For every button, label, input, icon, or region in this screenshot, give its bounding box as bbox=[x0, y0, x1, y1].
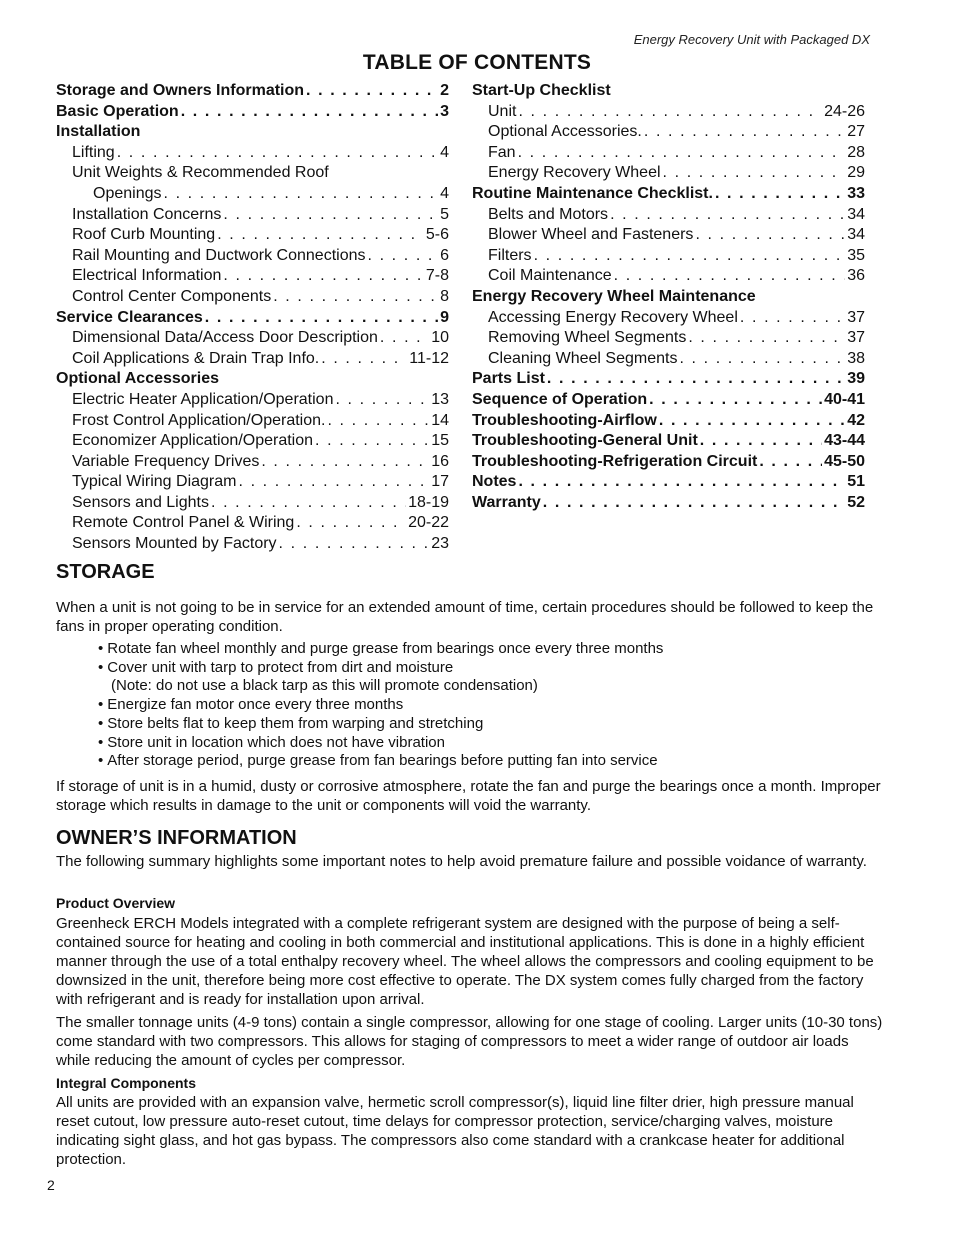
toc-entry bbox=[56, 390, 449, 411]
list-item: • Rotate fan wheel monthly and purge grease from bearings once every three months bbox=[98, 640, 664, 657]
toc-leader-dots bbox=[518, 472, 845, 493]
list-item: • After storage period, purge grease from fan bearings before putting fan into service bbox=[98, 752, 658, 770]
toc-entry-page: 9 bbox=[440, 308, 449, 326]
toc-leader-dots bbox=[296, 513, 406, 534]
toc-entry-page: 34 bbox=[847, 226, 865, 244]
toc-entry bbox=[472, 390, 865, 411]
toc-entry-label: Installation Concerns bbox=[72, 205, 222, 223]
toc-entry-page: 40-41 bbox=[824, 390, 865, 408]
toc-leader-dots bbox=[223, 205, 438, 226]
toc-entry bbox=[472, 493, 865, 514]
toc-entry-page: 45-50 bbox=[824, 452, 865, 470]
toc-leader-dots bbox=[380, 328, 429, 349]
toc-leader-dots bbox=[534, 246, 846, 267]
toc-leader-dots bbox=[117, 143, 438, 164]
toc-entry bbox=[472, 205, 865, 226]
toc-entry-page: 16 bbox=[431, 452, 449, 470]
toc-right-column bbox=[472, 81, 865, 513]
toc-entry-label: Lifting bbox=[72, 143, 115, 161]
toc-entry bbox=[472, 102, 865, 123]
toc-entry-label: Remote Control Panel & Wiring bbox=[72, 514, 295, 532]
toc-leader-dots bbox=[327, 411, 429, 432]
toc-entry-page: 28 bbox=[847, 143, 865, 161]
toc-entry bbox=[472, 184, 865, 205]
tarp-note: (Note: do not use a black tarp as this will promote condensation) bbox=[111, 677, 538, 695]
toc-entry-label: Electric Heater Application/Operation bbox=[72, 390, 334, 408]
toc-entry bbox=[472, 163, 865, 184]
toc-entry-label: Warranty bbox=[472, 493, 541, 511]
toc-title: TABLE OF CONTENTS bbox=[362, 51, 592, 74]
toc-entry-label: Start-Up Checklist bbox=[472, 82, 611, 99]
toc-entry-page: 52 bbox=[847, 493, 865, 511]
toc-entry-page: 8 bbox=[440, 287, 449, 305]
toc-entry bbox=[56, 225, 449, 246]
toc-entry-label: Unit bbox=[488, 102, 517, 120]
toc-entry-label: Energy Recovery Wheel bbox=[488, 164, 661, 182]
toc-entry-page: 13 bbox=[431, 390, 449, 408]
integral-components-p1: All units are provided with an expansion valve, hermetic scroll compressor(s), liquid line filter drier, high pressure manual reset cutout, low pressure auto-reset cutout, time delays for compressor protection, service/charging valves, moisture indicating sight glass, and hot gas bypass. The compressors also come standard with a crankcase heater for additional protection. bbox=[56, 1094, 854, 1168]
toc-left-column bbox=[56, 81, 449, 555]
toc-entry bbox=[472, 122, 865, 143]
toc-entry bbox=[56, 411, 449, 432]
toc-leader-dots bbox=[649, 390, 822, 411]
toc-entry-page: 36 bbox=[847, 267, 865, 285]
toc-entry bbox=[472, 369, 865, 390]
toc-entry-page: 51 bbox=[847, 473, 865, 491]
toc-entry bbox=[56, 143, 449, 164]
toc-leader-dots bbox=[659, 411, 845, 432]
toc-leader-dots bbox=[610, 205, 845, 226]
toc-entry bbox=[472, 246, 865, 267]
toc-leader-dots bbox=[211, 493, 406, 514]
owners-heading: OWNER’S INFORMATION bbox=[56, 827, 297, 849]
toc-entry-page: 5 bbox=[440, 205, 449, 223]
toc-entry bbox=[56, 163, 449, 184]
toc-entry bbox=[472, 266, 865, 287]
toc-entry bbox=[56, 534, 449, 555]
toc-entry bbox=[472, 349, 865, 370]
toc-entry-label: Removing Wheel Segments bbox=[488, 329, 687, 347]
toc-entry-page: 29 bbox=[847, 164, 865, 182]
toc-leader-dots bbox=[181, 102, 438, 123]
toc-entry-label: Coil Maintenance bbox=[488, 267, 612, 285]
toc-entry-label: Sensors Mounted by Factory bbox=[72, 535, 277, 553]
toc-entry-label: Dimensional Data/Access Door Description bbox=[72, 329, 378, 347]
storage-bullet-list bbox=[98, 640, 878, 771]
toc-entry-page: 7-8 bbox=[425, 267, 449, 285]
toc-entry-label: Roof Curb Mounting bbox=[72, 226, 216, 244]
toc-entry-label: Routine Maintenance Checklist. bbox=[472, 184, 713, 202]
list-item: • Store unit in location which does not have vibration bbox=[98, 733, 445, 751]
toc-entry-page: 2 bbox=[440, 82, 449, 99]
toc-entry bbox=[56, 81, 449, 102]
toc-entry-label: Typical Wiring Diagram bbox=[72, 473, 237, 491]
toc-entry bbox=[56, 266, 449, 287]
toc-leader-dots bbox=[543, 493, 845, 514]
toc-leader-dots bbox=[644, 122, 845, 143]
owners-intro: The following summary highlights some important notes to help avoid premature failure and possible voidance of warranty. bbox=[56, 853, 867, 870]
toc-leader-dots bbox=[518, 143, 846, 164]
toc-entry-page: 15 bbox=[431, 432, 449, 450]
toc-entry-page: 34 bbox=[847, 205, 865, 223]
toc-leader-dots bbox=[367, 246, 438, 267]
toc-entry bbox=[56, 102, 449, 123]
toc-entry-label: Troubleshooting-General Unit bbox=[472, 432, 698, 450]
toc-entry-label: Optional Accessories bbox=[56, 370, 220, 388]
toc-entry-page: 6 bbox=[440, 246, 449, 264]
toc-entry bbox=[56, 122, 449, 143]
toc-entry-page: 18-19 bbox=[408, 493, 449, 511]
toc-entry-label: Troubleshooting-Refrigeration Circuit bbox=[472, 452, 758, 470]
toc-entry bbox=[472, 431, 865, 452]
toc-entry-label: Unit Weights & Recommended Roof bbox=[72, 164, 329, 182]
toc-entry-page: 27 bbox=[847, 123, 865, 141]
toc-leader-dots bbox=[663, 163, 846, 184]
toc-entry bbox=[56, 349, 449, 370]
toc-entry bbox=[472, 287, 865, 308]
toc-entry bbox=[56, 493, 449, 514]
toc-entry bbox=[56, 513, 449, 534]
toc-leader-dots bbox=[223, 266, 423, 287]
toc-leader-dots bbox=[279, 534, 430, 555]
toc-entry bbox=[56, 452, 449, 473]
list-item: • Cover unit with tarp to protect from dirt and moisture bbox=[98, 658, 454, 676]
toc-leader-dots bbox=[315, 431, 429, 452]
toc-entry-page: 17 bbox=[431, 473, 449, 491]
toc-entry bbox=[472, 143, 865, 164]
toc-leader-dots bbox=[335, 390, 429, 411]
toc-entry-page: 43-44 bbox=[824, 432, 865, 450]
toc-entry bbox=[56, 431, 449, 452]
page-number: 2 bbox=[47, 1177, 55, 1193]
toc-entry bbox=[56, 369, 449, 390]
toc-entry bbox=[56, 246, 449, 267]
toc-entry-page: 24-26 bbox=[824, 102, 865, 120]
toc-entry bbox=[472, 308, 865, 329]
toc-entry-label: Electrical Information bbox=[72, 267, 222, 285]
toc-leader-dots bbox=[700, 431, 822, 452]
toc-entry-page: 38 bbox=[847, 349, 865, 367]
toc-leader-dots bbox=[205, 308, 438, 329]
toc-leader-dots bbox=[164, 184, 439, 205]
toc-entry-label: Troubleshooting-Airflow bbox=[472, 411, 657, 429]
toc-entry-label: Frost Control Application/Operation. bbox=[72, 411, 326, 429]
toc-entry bbox=[56, 308, 449, 329]
toc-entry-page: 5-6 bbox=[425, 226, 449, 244]
toc-leader-dots bbox=[238, 472, 429, 493]
toc-entry-label: Service Clearances bbox=[56, 308, 203, 326]
running-header: Energy Recovery Unit with Packaged DX bbox=[633, 32, 870, 47]
toc-entry-label: Filters bbox=[488, 246, 532, 264]
toc-entry-page: 11-12 bbox=[409, 349, 449, 367]
toc-entry-page: 10 bbox=[431, 329, 449, 347]
integral-components-heading: Integral Components bbox=[56, 1075, 197, 1091]
toc-entry-page: 42 bbox=[847, 411, 865, 429]
toc-entry-page: 37 bbox=[847, 308, 865, 326]
toc-entry-label: Installation bbox=[56, 123, 141, 141]
toc-entry-page: 3 bbox=[440, 102, 449, 120]
toc-leader-dots bbox=[321, 349, 407, 370]
toc-entry-page: 35 bbox=[847, 246, 865, 264]
toc-entry bbox=[472, 452, 865, 473]
toc-entry-label: Openings bbox=[93, 184, 162, 202]
toc-leader-dots bbox=[614, 266, 846, 287]
toc-leader-dots bbox=[679, 349, 845, 370]
toc-entry bbox=[472, 225, 865, 246]
toc-leader-dots bbox=[759, 452, 822, 473]
toc-entry bbox=[56, 328, 449, 349]
toc-entry-label: Economizer Application/Operation bbox=[72, 432, 314, 450]
toc-entry-page: 23 bbox=[431, 535, 449, 553]
toc-leader-dots bbox=[217, 225, 424, 246]
toc-entry-label: Storage and Owners Information bbox=[56, 82, 305, 99]
toc-entry-label: Cleaning Wheel Segments bbox=[488, 349, 678, 367]
toc-entry-label: Sensors and Lights bbox=[72, 493, 209, 511]
toc-leader-dots bbox=[273, 287, 438, 308]
toc-entry-label: Rail Mounting and Ductwork Connections bbox=[72, 246, 366, 264]
toc-entry-label: Variable Frequency Drives bbox=[72, 452, 260, 470]
toc-entry-label: Energy Recovery Wheel Maintenance bbox=[472, 287, 756, 305]
toc-entry-label: Fan bbox=[488, 143, 516, 161]
toc-leader-dots bbox=[261, 452, 429, 473]
toc-entry-page: 20-22 bbox=[408, 514, 449, 532]
toc-entry bbox=[472, 411, 865, 432]
storage-heading: STORAGE bbox=[56, 561, 155, 583]
toc-entry-page: 4 bbox=[440, 143, 449, 161]
toc-entry-label: Blower Wheel and Fasteners bbox=[488, 226, 694, 244]
toc-entry bbox=[56, 205, 449, 226]
toc-entry bbox=[56, 287, 449, 308]
storage-closing: If storage of unit is in a humid, dusty or corrosive atmosphere, rotate the fan and purge the bearings once a month. Improper storage which results in damage to the unit or components will void the warranty. bbox=[56, 778, 881, 814]
toc-entry bbox=[472, 472, 865, 493]
toc-entry-label: Control Center Components bbox=[72, 287, 272, 305]
toc-entry bbox=[472, 81, 865, 102]
list-item: • Store belts flat to keep them from warping and stretching bbox=[98, 714, 484, 732]
toc-entry-label: Coil Applications & Drain Trap Info. bbox=[72, 349, 320, 367]
product-overview-heading: Product Overview bbox=[56, 895, 176, 911]
toc-entry-label: Belts and Motors bbox=[488, 205, 609, 223]
list-item: • Energize fan motor once every three months bbox=[98, 696, 404, 714]
toc-entry-label: Notes bbox=[472, 473, 517, 491]
toc-entry-page: 39 bbox=[847, 370, 865, 388]
toc-entry-label: Parts List bbox=[472, 370, 545, 388]
product-overview-p2: The smaller tonnage units (4-9 tons) contain a single compressor, allowing for one stage of cooling. Larger units (10-30 tons) come standard with two compressors. This allows for staging of compressors to meet a wider range of outdoor air loads while reducing the amount of cycles per compressor. bbox=[56, 1014, 883, 1069]
toc-entry-label: Sequence of Operation bbox=[472, 390, 648, 408]
toc-entry-label: Accessing Energy Recovery Wheel bbox=[488, 308, 738, 326]
toc-leader-dots bbox=[688, 328, 845, 349]
toc-leader-dots bbox=[715, 184, 845, 205]
toc-entry-label: Optional Accessories. bbox=[488, 123, 642, 141]
toc-entry-page: 14 bbox=[431, 411, 449, 429]
toc-leader-dots bbox=[518, 102, 822, 123]
toc-entry-page: 33 bbox=[847, 184, 865, 202]
storage-intro: When a unit is not going to be in service for an extended amount of time, certain procedures should be followed to keep the fans in proper operating condition. bbox=[56, 599, 874, 635]
toc-entry bbox=[56, 472, 449, 493]
toc-entry-label: Basic Operation bbox=[56, 102, 179, 120]
toc-leader-dots bbox=[695, 225, 845, 246]
toc-leader-dots bbox=[740, 308, 845, 329]
toc-leader-dots bbox=[306, 81, 438, 102]
product-overview-p1: Greenheck ERCH Models integrated with a complete refrigerant system are designed with the purpose of being a self-contained source for heating and cooling in both commercial and institutional applications. This is done in a highly efficient manner through the use of a total enthalpy recovery wheel. The wheel allows the compressors and cooling equipment to be downsized in the unit, therefore being more cost effective to operate. The DX system comes fully charged from the factory with refrigerant and is ready for installation upon arrival. bbox=[56, 915, 874, 1008]
toc-leader-dots bbox=[547, 369, 845, 390]
toc-entry bbox=[56, 184, 449, 205]
toc-entry-page: 4 bbox=[440, 184, 449, 202]
toc-entry-page: 37 bbox=[847, 329, 865, 347]
toc-entry bbox=[472, 328, 865, 349]
